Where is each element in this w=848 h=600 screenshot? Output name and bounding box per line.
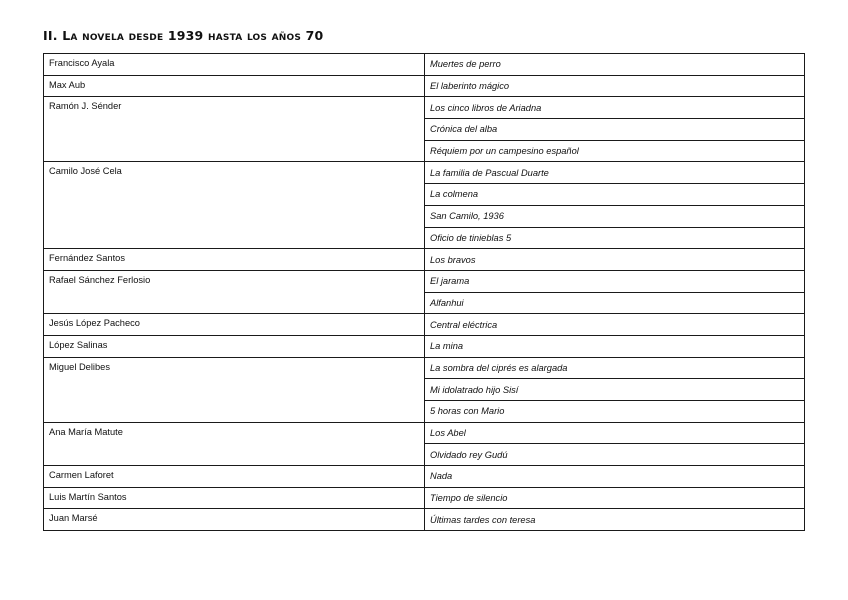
work-title-cell: La sombra del ciprés es alargada	[425, 357, 805, 379]
work-title-cell: Tiempo de silencio	[425, 487, 805, 509]
author-cell: Francisco Ayala	[44, 54, 425, 76]
author-cell: Juan Marsé	[44, 509, 425, 531]
work-title-cell: Central eléctrica	[425, 314, 805, 336]
author-cell: Carmen Laforet	[44, 466, 425, 488]
table-row	[44, 270, 805, 292]
table-row	[44, 75, 805, 97]
author-cell: Jesús López Pacheco	[44, 314, 425, 336]
work-title-cell: 5 horas con Mario	[425, 401, 805, 423]
work-title-cell: Crónica del alba	[425, 119, 805, 141]
author-cell: Rafael Sánchez Ferlosio	[44, 270, 425, 313]
work-title-cell: El jarama	[425, 270, 805, 292]
work-title-cell: Últimas tardes con teresa	[425, 509, 805, 531]
table-row	[44, 509, 805, 531]
work-title-cell: Réquiem por un campesino español	[425, 140, 805, 162]
author-cell: Luis Martín Santos	[44, 487, 425, 509]
work-title-cell: Los cinco libros de Ariadna	[425, 97, 805, 119]
author-cell: Camilo José Cela	[44, 162, 425, 249]
section-title: II. La novela desde 1939 hasta los años 70	[43, 28, 324, 43]
author-cell: Ramón J. Sénder	[44, 97, 425, 162]
table-row	[44, 357, 805, 379]
table-row	[44, 466, 805, 488]
work-title-cell: Muertes de perro	[425, 54, 805, 76]
work-title-cell: Los Abel	[425, 422, 805, 444]
work-title-cell: Los bravos	[425, 249, 805, 271]
work-title-cell: Olvidado rey Gudú	[425, 444, 805, 466]
table-row	[44, 335, 805, 357]
table-row	[44, 422, 805, 444]
work-title-cell: La colmena	[425, 184, 805, 206]
work-title-cell: El laberinto mágico	[425, 75, 805, 97]
work-title-cell: La familia de Pascual Duarte	[425, 162, 805, 184]
author-cell: Ana María Matute	[44, 422, 425, 465]
table-row	[44, 249, 805, 271]
table-row	[44, 487, 805, 509]
author-cell: Max Aub	[44, 75, 425, 97]
author-cell: Fernández Santos	[44, 249, 425, 271]
authors-works-table	[43, 53, 805, 531]
author-cell: López Salinas	[44, 335, 425, 357]
table-row	[44, 97, 805, 119]
author-cell: Miguel Delibes	[44, 357, 425, 422]
table-row	[44, 54, 805, 76]
table-row	[44, 162, 805, 184]
table-body	[44, 54, 805, 531]
work-title-cell: Alfanhui	[425, 292, 805, 314]
work-title-cell: La mina	[425, 335, 805, 357]
work-title-cell: Nada	[425, 466, 805, 488]
work-title-cell: Mi idolatrado hijo Sisí	[425, 379, 805, 401]
table-row	[44, 314, 805, 336]
work-title-cell: Oficio de tinieblas 5	[425, 227, 805, 249]
work-title-cell: San Camilo, 1936	[425, 205, 805, 227]
